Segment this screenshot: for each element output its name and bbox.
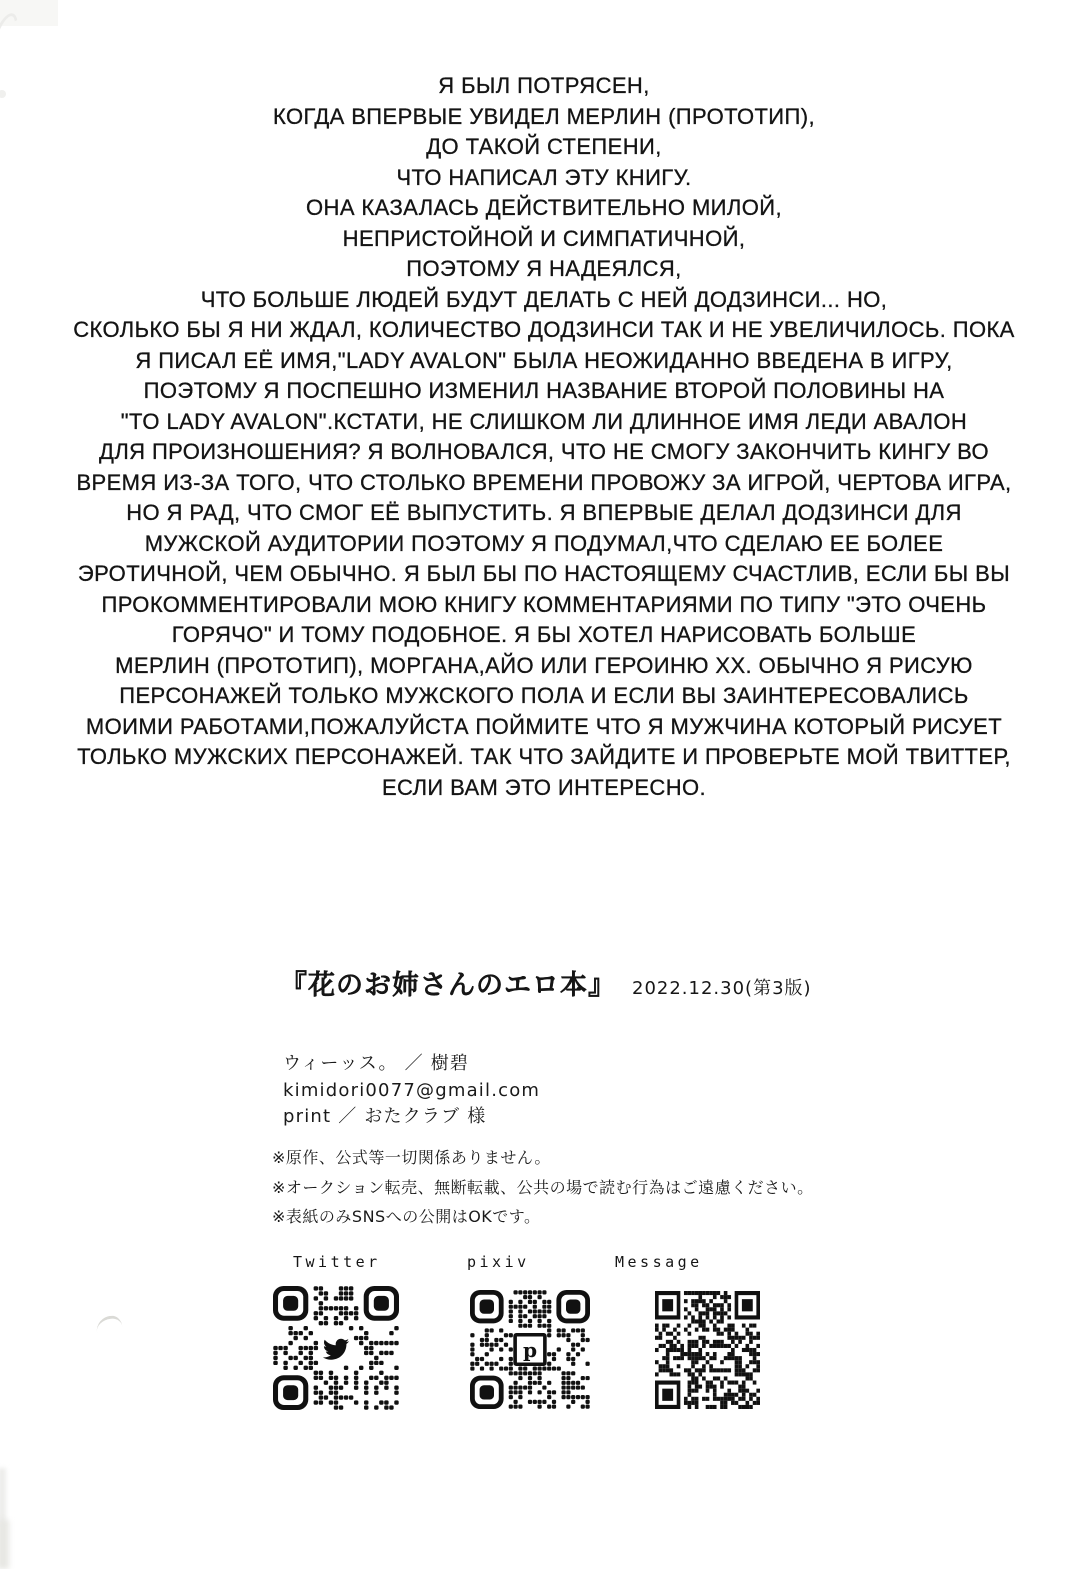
afterword-line: ТОЛЬКО МУЖСКИХ ПЕРСОНАЖЕЙ. ТАК ЧТО ЗАЙДИТЕ И ПРОВЕРЬТЕ МОЙ ТВИТТЕР, [77,744,1011,769]
afterword-line: "TO LADY AVALON".КСТАТИ, НЕ СЛИШКОМ ЛИ ДЛИННОЕ ИМЯ ЛЕДИ АВАЛОН [120,408,968,434]
scan-artifact [0,0,58,26]
afterword-line: МЕРЛИН (ПРОТОТИП), МОРГАНА,АЙО ИЛИ ГЕРОИНЮ XX. ОБЫЧНО Я РИСУЮ [115,652,973,678]
disclaimer-line: ※原作、公式等一切関係ありません。 [272,1148,551,1167]
afterword-line: МУЖСКОЙ АУДИТОРИИ ПОЭТОМУ Я ПОДУМАЛ,ЧТО СДЕЛАЮ ЕЕ БОЛЕЕ [144,530,944,556]
afterword-line: ВРЕМЯ ИЗ-ЗА ТОГО, ЧТО СТОЛЬКО ВРЕМЕНИ ПРОВОЖУ ЗА ИГРОЙ, ЧЕРТОВА ИГРА, [76,469,1012,495]
qr-label-message: Message [615,1253,703,1271]
afterword-line: ОНА КАЗАЛАСЬ ДЕЙСТВИТЕЛЬНО МИЛОЙ, [306,195,782,220]
afterword-line: ЧТО НАПИСАЛ ЭТУ КНИГУ. [396,164,692,190]
scan-artifact [95,1315,122,1333]
afterword-line: Я БЫЛ ПОТРЯСЕН, [438,73,650,98]
contact-email: kimidori0077@gmail.com [283,1079,541,1101]
afterword-line: ЕСЛИ ВАМ ЭТО ИНТЕРЕСНО. [381,774,707,800]
afterword-line: ПОЭТОМУ Я НАДЕЯЛСЯ, [406,256,682,281]
afterword-line: ЭРОТИЧНОЙ, ЧЕМ ОБЫЧНО. Я БЫЛ БЫ ПО НАСТОЯЩЕМУ СЧАСТЛИВ, ЕСЛИ БЫ ВЫ [77,561,1011,586]
afterword-text-block [0,71,1088,803]
disclaimer-line: ※オークション転売、無断転載、公共の場で読む行為はご遠慮ください。 [272,1177,814,1197]
afterword-line: ПЕРСОНАЖЕЙ ТОЛЬКО МУЖСКОГО ПОЛА И ЕСЛИ ВЫ ЗАИНТЕРЕСОВАЛИСЬ [119,683,969,708]
pixiv-p-icon [515,1335,545,1365]
svg-text:p: p [522,1337,538,1362]
afterword-line: НО Я РАД, ЧТО СМОГ ЕЁ ВЫПУСТИТЬ. Я ВПЕРВЫЕ ДЕЛАЛ ДОДЗИНСИ ДЛЯ [126,500,962,525]
artist-credit: ウィーッス。 ／ 樹碧 [283,1053,470,1074]
scan-artifact [0,10,23,72]
afterword-line: КОГДА ВПЕРВЫЕ УВИДЕЛ МЕРЛИН (ПРОТОТИП), [273,103,815,129]
scan-artifact [0,1468,6,1526]
twitter-qr-code [273,1286,399,1410]
afterword-line: ДО ТАКОЙ СТЕПЕНИ, [426,134,662,159]
book-title: 『花のお姉さんのエロ本』 [280,970,616,1001]
colophon [280,963,812,1002]
afterword-line: НЕПРИСТОЙНОЙ И СИМПАТИЧНОЙ, [342,225,746,251]
disclaimer-notes [272,1143,814,1232]
pixiv-qr-code [470,1290,590,1409]
disclaimer-line: ※表紙のみSNSへの公開はOKです。 [272,1207,541,1226]
afterword-line: Я ПИСАЛ ЕЁ ИМЯ,"LADY AVALON" БЫЛА НЕОЖИДАННО ВВЕДЕНА В ИГРУ, [135,347,953,373]
afterword-line: ДЛЯ ПРОИЗНОШЕНИЯ? Я ВОЛНОВАЛСЯ, ЧТО НЕ СМОГУ ЗАКОНЧИТЬ КИНГУ ВО [99,439,989,464]
qr-label-pixiv: pixiv [467,1253,530,1271]
afterword-line: ПРОКОММЕНТИРОВАЛИ МОЮ КНИГУ КОММЕНТАРИЯМИ ПО ТИПУ "ЭТО ОЧЕНЬ [101,591,987,617]
qr-label-twitter: Twitter [293,1253,381,1271]
afterword-line: МОИМИ РАБОТАМИ,ПОЖАЛУЙСТА ПОЙМИТЕ ЧТО Я МУЖЧИНА КОТОРЫЙ РИСУЕТ [85,713,1003,739]
afterword-line: ГОРЯЧО" И ТОМУ ПОДОБНОЕ. Я БЫ ХОТЕЛ НАРИСОВАТЬ БОЛЬШЕ [171,622,917,647]
credits-block [283,1051,540,1131]
afterword-line: ЧТО БОЛЬШЕ ЛЮДЕЙ БУДУТ ДЕЛАТЬ С НЕЙ ДОДЗИНСИ... НО, [200,286,888,312]
afterword-line: ПОЭТОМУ Я ПОСПЕШНО ИЗМЕНИЛ НАЗВАНИЕ ВТОРОЙ ПОЛОВИНЫ НА [143,378,945,403]
afterword-line: СКОЛЬКО БЫ Я НИ ЖДАЛ, КОЛИЧЕСТВО ДОДЗИНСИ ТАК И НЕ УВЕЛИЧИЛОСЬ. ПОКА [73,317,1015,342]
scan-artifact [0,1520,9,1569]
message-qr-code [655,1291,760,1409]
publication-date: 2022.12.30(第3版) [632,978,812,999]
print-credit: print ／ おたクラブ 様 [283,1106,487,1127]
